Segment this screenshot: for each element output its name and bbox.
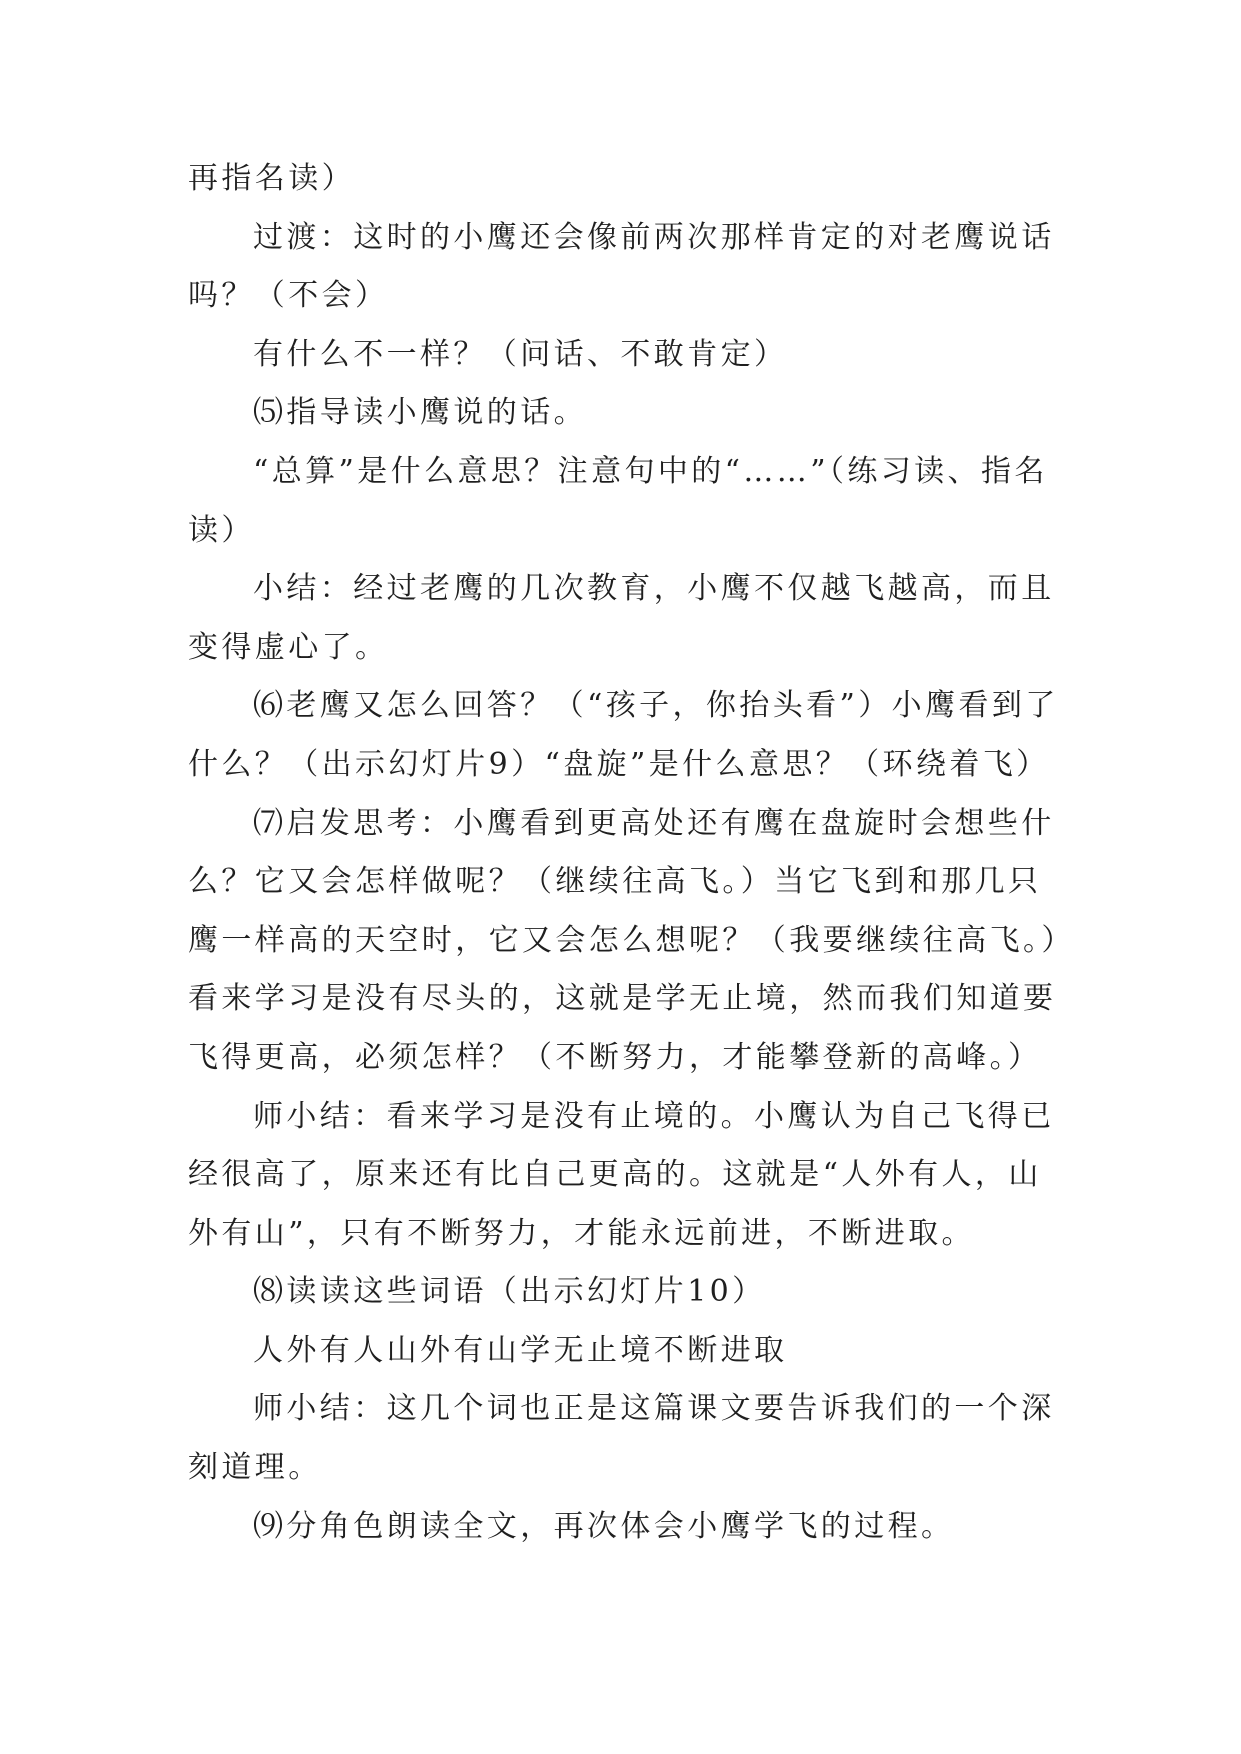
paragraph-step-9: ⑼分角色朗读全文，再次体会小鹰学飞的过程。 <box>253 1508 955 1544</box>
paragraph-step-6: ⑹老鹰又怎么回答？（“孩子，你抬头看”）小鹰看到了什么？（出示幻灯片9）“盘旋”是什么意思？（环绕着飞） <box>188 688 1059 782</box>
paragraph-zongsuan: “总算”是什么意思？注意句中的“……”（练习读、指名读） <box>188 453 1048 548</box>
paragraph-difference: 有什么不一样？（问话、不敢肯定） <box>253 336 788 372</box>
paragraph-transition: 过渡：这时的小鹰还会像前两次那样肯定的对老鹰说话吗？（不会） <box>188 219 1055 314</box>
paragraph-continuation: 再指名读） <box>188 161 355 196</box>
paragraph-step-7: ⑺启发思考：小鹰看到更高处还有鹰在盘旋时会想些什么？它又会怎样做呢？（继续往高飞。）当它飞到和那几只鹰一样高的天空时，它又会怎么想呢？（我要继续往高飞。）看来学习是没有尽头的，这就是学无止境，然而我们知道要飞得更高，必须怎样？（不断努力，才能攀登新的高峰。） <box>188 805 1060 1075</box>
paragraph-teacher-summary-2: 师小结：这几个词也正是这篇课文要告诉我们的一个深刻道理。 <box>188 1391 1055 1486</box>
paragraph-step-8: ⑻读读这些词语（出示幻灯片10） <box>253 1274 766 1310</box>
paragraph-teacher-summary-1: 师小结：看来学习是没有止境的。小鹰认为自己飞得已经很高了，原来还有比自己更高的。这就是“人外有人，山外有山”，只有不断努力，才能永远前进，不断进取。 <box>188 1098 1055 1251</box>
paragraph-summary-1: 小结：经过老鹰的几次教育，小鹰不仅越飞越高，而且变得虚心了。 <box>188 571 1055 665</box>
paragraph-step-5: ⑸指导读小鹰说的话。 <box>253 395 587 431</box>
paragraph-vocabulary: 人外有人山外有山学无止境不断进取 <box>253 1332 788 1368</box>
body-text <box>188 150 1068 1556</box>
